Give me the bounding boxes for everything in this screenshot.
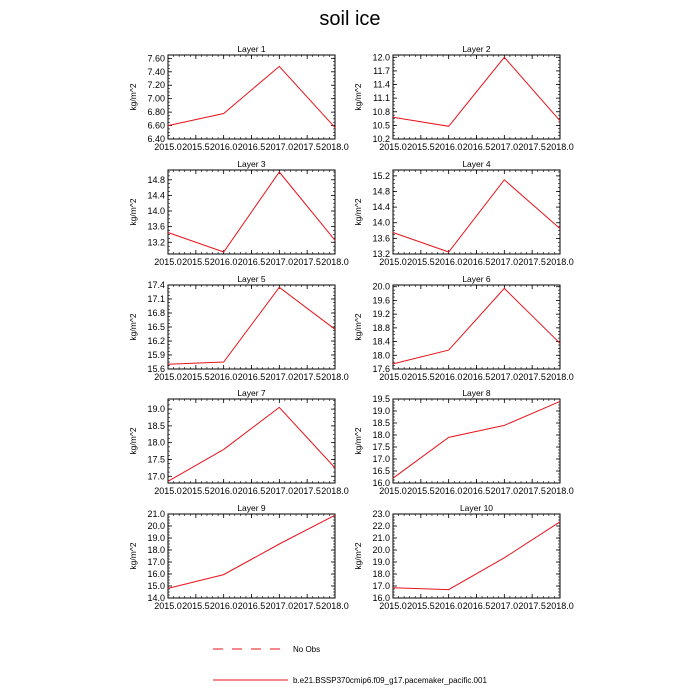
x-tick-label: 2016.5 <box>237 601 266 611</box>
x-tick-label: 2016.5 <box>462 257 491 267</box>
x-tick-label: 2018.0 <box>546 601 574 611</box>
y-tick-label: 11.7 <box>373 65 390 76</box>
x-tick-label: 2015.5 <box>407 486 435 496</box>
y-tick-label: 20.0 <box>372 545 390 555</box>
x-tick-label: 2017.5 <box>293 486 321 496</box>
y-tick-label: 18.5 <box>372 418 390 428</box>
y-tick-label: 6.40 <box>147 134 165 144</box>
y-tick-label: 18.8 <box>372 322 390 333</box>
y-tick-label: 6.60 <box>147 120 165 131</box>
y-tick-label: 18.0 <box>147 437 165 448</box>
y-axis-label: kg/m^2 <box>128 198 138 226</box>
panel-title: Layer 2 <box>462 44 491 54</box>
y-tick-label: 18.0 <box>372 430 390 440</box>
panel-layer-5 <box>128 274 349 382</box>
x-tick-label: 2015.0 <box>379 372 407 382</box>
series-line <box>168 407 335 481</box>
x-tick-label: 2016.5 <box>462 601 491 611</box>
x-tick-label: 2016.5 <box>237 372 266 382</box>
legend-label-no-obs: No Obs <box>293 645 321 654</box>
x-tick-label: 2016.5 <box>237 486 266 496</box>
x-tick-label: 2017.5 <box>293 257 321 267</box>
x-tick-label: 2016.0 <box>209 142 238 152</box>
x-tick-label: 2015.5 <box>407 142 435 152</box>
y-tick-label: 10.2 <box>372 134 390 144</box>
x-tick-label: 2015.0 <box>154 257 182 267</box>
y-tick-label: 14.0 <box>372 217 390 228</box>
x-tick-label: 2017.5 <box>518 601 546 611</box>
x-tick-label: 2017.0 <box>265 142 294 152</box>
x-tick-label: 2017.5 <box>518 257 546 267</box>
plot-frame <box>393 399 560 483</box>
x-tick-label: 2015.5 <box>407 257 435 267</box>
x-tick-label: 2018.0 <box>321 257 349 267</box>
y-tick-label: 21.0 <box>372 533 390 543</box>
y-axis-label: kg/m^2 <box>128 542 138 570</box>
y-tick-label: 15.2 <box>372 170 390 181</box>
y-tick-label: 16.8 <box>147 308 165 318</box>
x-tick-label: 2017.5 <box>518 142 546 152</box>
x-tick-label: 2015.5 <box>182 486 210 496</box>
y-tick-label: 20.0 <box>372 281 390 292</box>
y-tick-label: 13.6 <box>147 221 165 232</box>
x-tick-label: 2018.0 <box>321 486 349 496</box>
y-axis-label: kg/m^2 <box>353 542 363 570</box>
x-tick-label: 2018.0 <box>321 142 349 152</box>
x-tick-label: 2016.0 <box>209 372 238 382</box>
x-tick-label: 2015.0 <box>379 257 407 267</box>
series-line <box>393 522 560 590</box>
y-tick-label: 17.0 <box>147 557 165 567</box>
y-tick-label: 19.6 <box>372 295 390 306</box>
y-tick-label: 18.0 <box>372 569 390 579</box>
panel-title: Layer 8 <box>462 388 491 398</box>
y-tick-label: 11.1 <box>373 93 390 104</box>
x-tick-label: 2016.5 <box>462 486 491 496</box>
plot-frame <box>168 285 335 369</box>
y-tick-label: 10.5 <box>372 120 390 131</box>
panel-title: Layer 9 <box>237 503 266 513</box>
x-tick-label: 2016.0 <box>209 601 238 611</box>
panel-layer-6 <box>353 274 574 382</box>
plot-frame <box>393 514 560 598</box>
x-tick-label: 2017.0 <box>490 372 519 382</box>
x-tick-label: 2015.0 <box>154 601 182 611</box>
y-tick-label: 21.0 <box>147 509 165 519</box>
y-tick-label: 18.4 <box>372 336 390 347</box>
series-line <box>168 66 335 127</box>
y-tick-label: 19.0 <box>147 533 165 543</box>
panel-title: Layer 1 <box>237 44 266 54</box>
x-tick-label: 2015.5 <box>182 142 210 152</box>
figure-title: soil ice <box>319 8 381 30</box>
x-tick-label: 2015.0 <box>154 486 182 496</box>
series-line <box>393 57 560 126</box>
x-tick-label: 2017.5 <box>293 601 321 611</box>
y-tick-label: 17.5 <box>372 442 390 452</box>
x-tick-label: 2018.0 <box>321 372 349 382</box>
panel-layer-7 <box>128 388 349 496</box>
x-tick-label: 2015.0 <box>379 486 407 496</box>
plot-frame <box>168 55 335 139</box>
x-tick-label: 2017.5 <box>518 486 546 496</box>
y-tick-label: 10.8 <box>372 106 390 117</box>
series-line <box>393 401 560 478</box>
y-tick-label: 17.1 <box>147 294 165 304</box>
plot-frame <box>393 55 560 139</box>
series-line <box>393 288 560 364</box>
x-tick-label: 2015.5 <box>407 372 435 382</box>
panel-layer-3 <box>128 159 349 267</box>
x-tick-label: 2015.0 <box>154 142 182 152</box>
y-tick-label: 17.6 <box>372 364 390 374</box>
y-tick-label: 7.20 <box>147 80 165 91</box>
x-tick-label: 2016.5 <box>237 257 266 267</box>
y-tick-label: 15.9 <box>147 350 165 360</box>
x-tick-label: 2016.0 <box>434 257 463 267</box>
y-tick-label: 17.5 <box>147 454 165 465</box>
x-tick-label: 2015.5 <box>182 372 210 382</box>
panel-title: Layer 5 <box>237 274 266 284</box>
y-tick-label: 17.0 <box>372 581 390 591</box>
x-tick-label: 2018.0 <box>546 486 574 496</box>
y-axis-label: kg/m^2 <box>353 313 363 341</box>
y-tick-label: 17.4 <box>147 280 165 290</box>
plot-frame <box>393 285 560 369</box>
y-axis-label: kg/m^2 <box>353 198 363 226</box>
y-tick-label: 16.5 <box>372 466 390 476</box>
y-axis-label: kg/m^2 <box>128 83 138 111</box>
x-tick-label: 2016.0 <box>209 257 238 267</box>
y-tick-label: 13.6 <box>372 233 390 244</box>
panel-title: Layer 7 <box>237 388 266 398</box>
x-tick-label: 2017.0 <box>490 257 519 267</box>
y-tick-label: 14.0 <box>147 206 165 217</box>
y-tick-label: 18.5 <box>147 420 165 431</box>
x-tick-label: 2016.0 <box>434 142 463 152</box>
x-tick-label: 2016.0 <box>209 486 238 496</box>
series-line <box>168 287 335 364</box>
panel-layer-1 <box>128 44 349 152</box>
y-tick-label: 13.2 <box>147 237 165 248</box>
x-tick-label: 2015.5 <box>182 601 210 611</box>
x-tick-label: 2017.0 <box>265 372 294 382</box>
y-tick-label: 16.0 <box>372 593 390 603</box>
x-tick-label: 2017.0 <box>490 601 519 611</box>
x-tick-label: 2017.0 <box>265 257 294 267</box>
y-tick-label: 14.4 <box>372 202 390 213</box>
y-tick-label: 14.4 <box>147 190 165 201</box>
panel-layer-10 <box>353 503 574 611</box>
x-tick-label: 2017.0 <box>490 142 519 152</box>
x-tick-label: 2016.0 <box>434 486 463 496</box>
x-tick-label: 2017.0 <box>490 486 519 496</box>
y-axis-label: kg/m^2 <box>353 83 363 111</box>
y-tick-label: 15.0 <box>147 581 165 591</box>
y-tick-label: 7.40 <box>147 66 165 77</box>
y-tick-label: 13.2 <box>372 249 390 259</box>
panel-layer-9 <box>128 503 349 611</box>
y-axis-label: kg/m^2 <box>128 427 138 455</box>
x-tick-label: 2016.5 <box>462 372 491 382</box>
y-tick-label: 7.60 <box>147 53 165 64</box>
y-tick-label: 19.0 <box>147 404 165 415</box>
x-tick-label: 2017.5 <box>293 142 321 152</box>
series-line <box>393 180 560 252</box>
y-tick-label: 19.0 <box>372 557 390 567</box>
y-tick-label: 19.2 <box>372 309 390 320</box>
y-tick-label: 12.0 <box>372 52 390 63</box>
y-tick-label: 11.4 <box>373 79 390 90</box>
panel-title: Layer 3 <box>237 159 266 169</box>
y-tick-label: 16.2 <box>147 336 165 346</box>
x-tick-label: 2017.0 <box>265 486 294 496</box>
x-tick-label: 2015.0 <box>379 601 407 611</box>
y-tick-label: 15.6 <box>147 364 165 374</box>
x-tick-label: 2016.0 <box>434 372 463 382</box>
y-tick-label: 6.80 <box>147 107 165 118</box>
x-tick-label: 2017.5 <box>518 372 546 382</box>
y-tick-label: 18.0 <box>372 350 390 361</box>
x-tick-label: 2016.0 <box>434 601 463 611</box>
y-tick-label: 14.0 <box>147 593 165 603</box>
y-tick-label: 23.0 <box>372 509 390 519</box>
panel-title: Layer 6 <box>462 274 491 284</box>
x-tick-label: 2015.0 <box>154 372 182 382</box>
x-tick-label: 2015.0 <box>379 142 407 152</box>
y-tick-label: 17.0 <box>147 471 165 482</box>
y-tick-label: 18.0 <box>147 545 165 555</box>
y-tick-label: 22.0 <box>372 521 390 531</box>
x-tick-label: 2018.0 <box>546 142 574 152</box>
y-tick-label: 14.8 <box>372 186 390 197</box>
legend <box>213 645 487 685</box>
panel-layer-4 <box>353 159 574 267</box>
y-tick-label: 14.8 <box>147 174 165 185</box>
x-tick-label: 2016.5 <box>462 142 491 152</box>
panel-title: Layer 10 <box>459 503 494 513</box>
series-line <box>168 172 335 252</box>
y-tick-label: 7.00 <box>147 93 165 104</box>
y-tick-label: 16.0 <box>147 569 165 579</box>
y-tick-label: 16.5 <box>147 322 165 332</box>
y-axis-label: kg/m^2 <box>353 427 363 455</box>
y-tick-label: 16.0 <box>372 478 390 488</box>
x-tick-label: 2015.5 <box>182 257 210 267</box>
x-tick-label: 2015.5 <box>407 601 435 611</box>
x-tick-label: 2016.5 <box>237 142 266 152</box>
y-axis-label: kg/m^2 <box>128 313 138 341</box>
x-tick-label: 2017.5 <box>293 372 321 382</box>
panel-layer-2 <box>353 44 574 152</box>
y-tick-label: 20.0 <box>147 521 165 531</box>
x-tick-label: 2017.0 <box>265 601 294 611</box>
x-tick-label: 2018.0 <box>546 372 574 382</box>
panel-title: Layer 4 <box>462 159 491 169</box>
y-tick-label: 19.5 <box>372 394 390 404</box>
series-line <box>168 515 335 588</box>
y-tick-label: 17.0 <box>372 454 390 464</box>
y-tick-label: 19.0 <box>372 406 390 416</box>
x-tick-label: 2018.0 <box>321 601 349 611</box>
panel-layer-8 <box>353 388 574 496</box>
legend-label-run: b.e21.BSSP370cmip6.f09_g17.pacemaker_pacific.001 <box>293 676 487 685</box>
plot-frame <box>168 514 335 598</box>
x-tick-label: 2018.0 <box>546 257 574 267</box>
